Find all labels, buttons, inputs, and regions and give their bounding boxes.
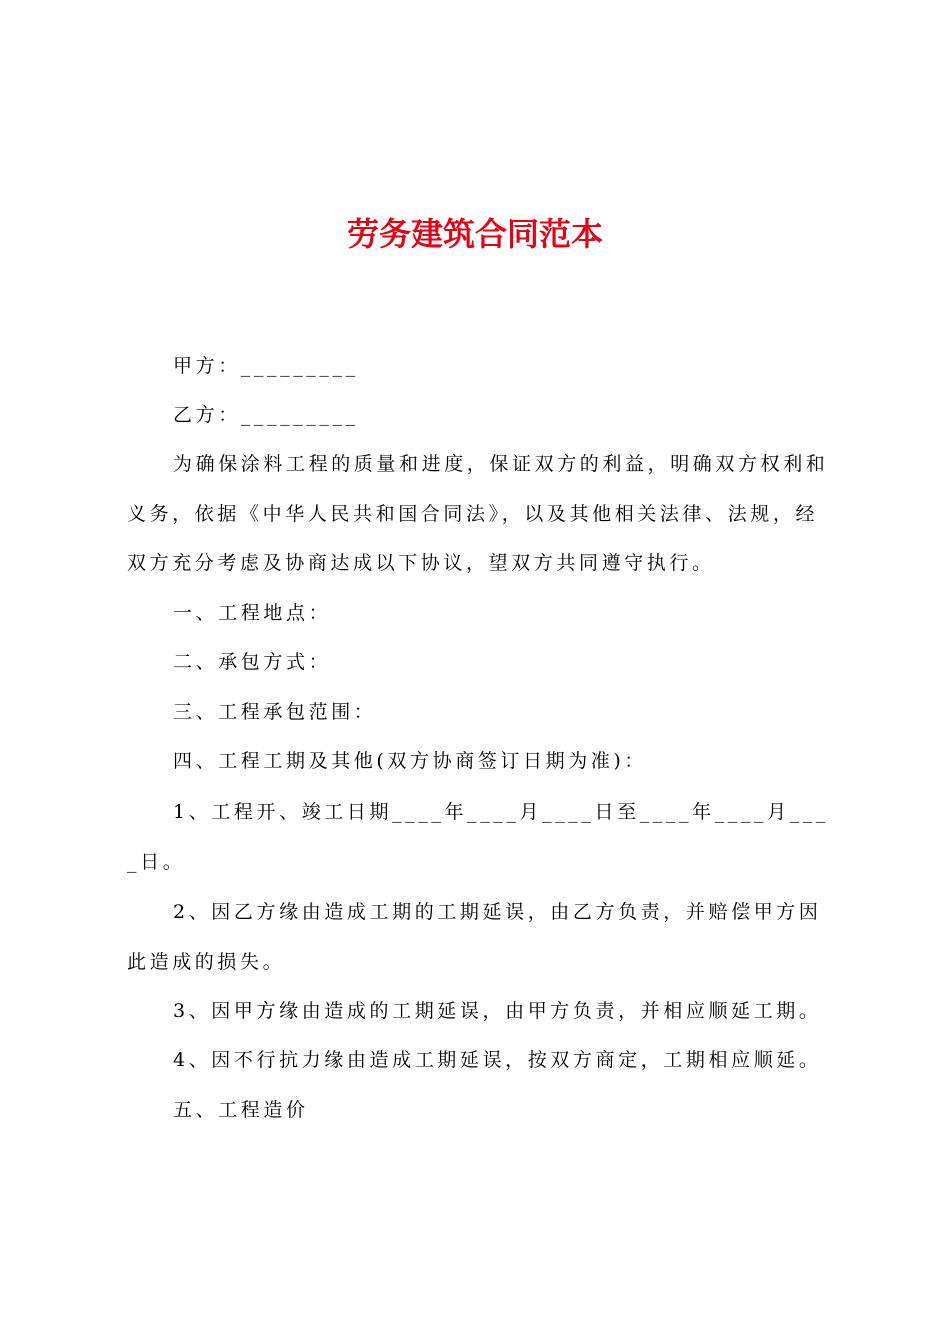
- clause-2-paragraph: 2、因乙方缘由造成工期的工期延误，由乙方负责，并赔偿甲方因此造成的损失。: [127, 901, 822, 973]
- section-1-heading: 一、工程地点：: [173, 602, 332, 624]
- party-b-line: 乙方：_________: [173, 404, 359, 426]
- clause-1-paragraph: 1、工程开、竣工日期____年____月____日至____年____月____日。: [127, 801, 829, 873]
- section-4-heading: 四、工程工期及其他(双方协商签订日期为准)：: [173, 750, 648, 772]
- preamble-paragraph: 为确保涂料工程的质量和进度，保证双方的利益，明确双方权利和义务，依据《中华人民共和国合同法》，以及其他相关法律、法规，经双方充分考虑及协商达成以下协议，望双方共同遵守执行。: [127, 453, 829, 574]
- clause-3-paragraph: 3、因甲方缘由造成的工期延误，由甲方负责，并相应顺延工期。: [173, 1000, 822, 1022]
- clause-4-paragraph: 4、因不行抗力缘由造成工期延误，按双方商定，工期相应顺延。: [173, 1049, 822, 1071]
- section-5-heading: 五、工程造价: [173, 1099, 309, 1121]
- document-title: 劳务建筑合同范本: [346, 215, 603, 253]
- party-a-line: 甲方：_________: [173, 355, 359, 377]
- section-3-heading: 三、工程承包范围：: [173, 701, 377, 723]
- section-2-heading: 二、承包方式：: [173, 651, 332, 673]
